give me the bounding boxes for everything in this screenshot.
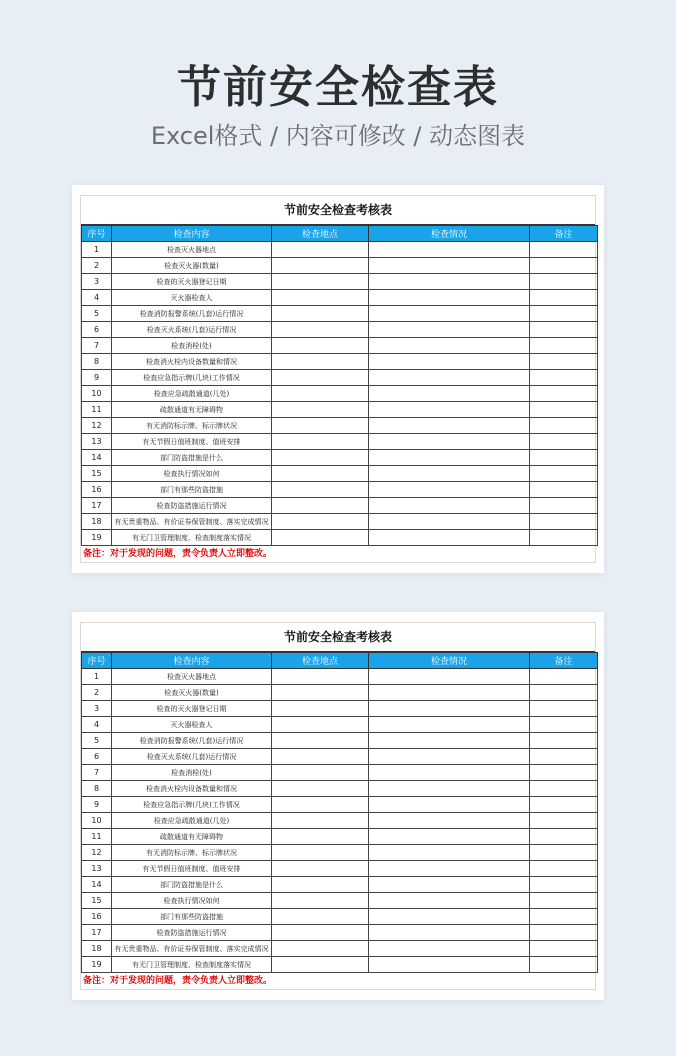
row-index-cell[interactable]: 4 bbox=[82, 717, 112, 733]
check-status-cell[interactable] bbox=[369, 530, 530, 546]
page-subtitle: Excel格式 / 内容可修改 / 动态图表 bbox=[150, 122, 526, 150]
check-content-cell[interactable]: 疏散通道有无障碍物 bbox=[112, 829, 272, 845]
check-location-cell[interactable] bbox=[272, 242, 369, 258]
remark-cell[interactable] bbox=[530, 322, 598, 338]
check-location-cell[interactable] bbox=[272, 434, 369, 450]
check-location-cell[interactable] bbox=[272, 925, 369, 941]
check-location-cell[interactable] bbox=[272, 482, 369, 498]
check-location-cell[interactable] bbox=[272, 402, 369, 418]
check-content-cell[interactable]: 部门防盗措施是什么 bbox=[112, 877, 272, 893]
sheet-frame bbox=[80, 195, 596, 563]
page-title: 节前安全检查表 bbox=[177, 62, 499, 113]
row-index-cell[interactable]: 14 bbox=[82, 450, 112, 466]
check-location-cell[interactable] bbox=[272, 354, 369, 370]
row-index-cell[interactable]: 16 bbox=[82, 482, 112, 498]
row-index-cell[interactable]: 19 bbox=[82, 957, 112, 973]
check-status-cell[interactable] bbox=[369, 466, 530, 482]
check-content-cell[interactable]: 有无节假日值班制度、值班安排 bbox=[112, 434, 272, 450]
remark-cell[interactable] bbox=[530, 274, 598, 290]
check-location-cell[interactable] bbox=[272, 765, 369, 781]
check-location-cell[interactable] bbox=[272, 893, 369, 909]
check-content-cell[interactable]: 检查应急指示牌(几块)工作情况 bbox=[112, 370, 272, 386]
check-content-cell[interactable]: 灭火器检查人 bbox=[112, 290, 272, 306]
row-index-cell[interactable]: 2 bbox=[82, 685, 112, 701]
check-content-cell[interactable]: 检查的灭火器登记日期 bbox=[112, 701, 272, 717]
table-row bbox=[82, 530, 598, 546]
check-content-cell[interactable]: 有无消防标示牌、标示牌状况 bbox=[112, 418, 272, 434]
check-content-cell[interactable]: 疏散通道有无障碍物 bbox=[112, 402, 272, 418]
row-index-cell[interactable]: 8 bbox=[82, 354, 112, 370]
row-index-cell[interactable]: 15 bbox=[82, 893, 112, 909]
check-status-cell[interactable] bbox=[369, 386, 530, 402]
table-row bbox=[82, 733, 598, 749]
column-header: 检查内容 bbox=[112, 653, 272, 669]
check-content-cell[interactable]: 检查消火栓内设备数量和情况 bbox=[112, 354, 272, 370]
check-status-cell[interactable] bbox=[369, 685, 530, 701]
remark-cell[interactable] bbox=[530, 482, 598, 498]
check-status-cell[interactable] bbox=[369, 845, 530, 861]
table-row bbox=[82, 717, 598, 733]
row-index-cell[interactable]: 12 bbox=[82, 845, 112, 861]
remark-cell[interactable] bbox=[530, 765, 598, 781]
remark-cell[interactable] bbox=[530, 514, 598, 530]
check-status-cell[interactable] bbox=[369, 370, 530, 386]
check-location-cell[interactable] bbox=[272, 290, 369, 306]
row-index-cell[interactable]: 7 bbox=[82, 338, 112, 354]
row-index-cell[interactable]: 2 bbox=[82, 258, 112, 274]
check-location-cell[interactable] bbox=[272, 941, 369, 957]
remark-cell[interactable] bbox=[530, 370, 598, 386]
check-status-cell[interactable] bbox=[369, 242, 530, 258]
row-index-cell[interactable]: 1 bbox=[82, 669, 112, 685]
row-index-cell[interactable]: 17 bbox=[82, 498, 112, 514]
remark-cell[interactable] bbox=[530, 877, 598, 893]
column-header: 检查情况 bbox=[369, 226, 530, 242]
check-location-cell[interactable] bbox=[272, 322, 369, 338]
check-content-cell[interactable]: 有无节假日值班制度、值班安排 bbox=[112, 861, 272, 877]
remark-cell[interactable] bbox=[530, 338, 598, 354]
check-location-cell[interactable] bbox=[272, 530, 369, 546]
table-row bbox=[82, 813, 598, 829]
check-status-cell[interactable] bbox=[369, 877, 530, 893]
check-location-cell[interactable] bbox=[272, 797, 369, 813]
check-location-cell[interactable] bbox=[272, 909, 369, 925]
check-content-cell[interactable]: 有无贵重物品、有价证券保管制度、落实完成情况 bbox=[112, 514, 272, 530]
check-content-cell[interactable]: 检查防盗措施运行情况 bbox=[112, 925, 272, 941]
check-content-cell[interactable]: 检查灭火器(数量) bbox=[112, 685, 272, 701]
column-header: 序号 bbox=[82, 653, 112, 669]
remark-cell[interactable] bbox=[530, 530, 598, 546]
check-status-cell[interactable] bbox=[369, 290, 530, 306]
remark-cell[interactable] bbox=[530, 290, 598, 306]
remark-cell[interactable] bbox=[530, 418, 598, 434]
table-row bbox=[82, 957, 598, 973]
table-row bbox=[82, 338, 598, 354]
check-content-cell[interactable]: 检查应急疏散通道(几处) bbox=[112, 813, 272, 829]
check-content-cell[interactable]: 部门有那些防盗措施 bbox=[112, 909, 272, 925]
check-content-cell[interactable]: 检查消栓(处) bbox=[112, 338, 272, 354]
column-header: 备注 bbox=[530, 226, 598, 242]
table-row bbox=[82, 845, 598, 861]
check-table bbox=[81, 225, 598, 546]
row-index-cell[interactable]: 7 bbox=[82, 765, 112, 781]
remark-cell[interactable] bbox=[530, 909, 598, 925]
remark-note: 备注：对于发现的问题，责令负责人立即整改。 bbox=[83, 549, 273, 559]
table-row bbox=[82, 258, 598, 274]
table-row bbox=[82, 450, 598, 466]
check-content-cell[interactable]: 有无消防标示牌、标示牌状况 bbox=[112, 845, 272, 861]
check-location-cell[interactable] bbox=[272, 685, 369, 701]
remark-cell[interactable] bbox=[530, 258, 598, 274]
row-index-cell[interactable]: 19 bbox=[82, 530, 112, 546]
check-content-cell[interactable]: 检查灭火系统(几套)运行情况 bbox=[112, 322, 272, 338]
check-location-cell[interactable] bbox=[272, 418, 369, 434]
check-status-cell[interactable] bbox=[369, 957, 530, 973]
check-content-cell[interactable]: 有无门卫管理制度、检查制度落实情况 bbox=[112, 957, 272, 973]
remark-cell[interactable] bbox=[530, 845, 598, 861]
row-index-cell[interactable]: 5 bbox=[82, 733, 112, 749]
row-index-cell[interactable]: 18 bbox=[82, 514, 112, 530]
check-location-cell[interactable] bbox=[272, 274, 369, 290]
check-content-cell[interactable]: 检查执行情况如何 bbox=[112, 466, 272, 482]
table-row bbox=[82, 685, 598, 701]
row-index-cell[interactable]: 9 bbox=[82, 370, 112, 386]
remark-cell[interactable] bbox=[530, 941, 598, 957]
row-index-cell[interactable]: 17 bbox=[82, 925, 112, 941]
sheet-title: 节前安全检查考核表 bbox=[81, 623, 595, 652]
table-row bbox=[82, 829, 598, 845]
row-index-cell[interactable]: 10 bbox=[82, 813, 112, 829]
table-row bbox=[82, 322, 598, 338]
check-status-cell[interactable] bbox=[369, 354, 530, 370]
table-row bbox=[82, 765, 598, 781]
check-location-cell[interactable] bbox=[272, 258, 369, 274]
row-index-cell[interactable]: 10 bbox=[82, 386, 112, 402]
check-status-cell[interactable] bbox=[369, 861, 530, 877]
check-location-cell[interactable] bbox=[272, 733, 369, 749]
check-status-cell[interactable] bbox=[369, 941, 530, 957]
column-header: 检查情况 bbox=[369, 653, 530, 669]
sheet-card-1 bbox=[72, 185, 604, 573]
check-location-cell[interactable] bbox=[272, 370, 369, 386]
remark-cell[interactable] bbox=[530, 957, 598, 973]
check-location-cell[interactable] bbox=[272, 957, 369, 973]
table-row bbox=[82, 290, 598, 306]
table-row bbox=[82, 797, 598, 813]
row-index-cell[interactable]: 6 bbox=[82, 322, 112, 338]
table-row bbox=[82, 274, 598, 290]
check-status-cell[interactable] bbox=[369, 450, 530, 466]
table-row bbox=[82, 941, 598, 957]
check-status-cell[interactable] bbox=[369, 258, 530, 274]
remark-note: 备注：对于发现的问题，责令负责人立即整改。 bbox=[83, 976, 273, 986]
sheet-title: 节前安全检查考核表 bbox=[81, 196, 595, 225]
table-row bbox=[82, 482, 598, 498]
remark-cell[interactable] bbox=[530, 450, 598, 466]
check-content-cell[interactable]: 部门有那些防盗措施 bbox=[112, 482, 272, 498]
check-content-cell[interactable]: 有无门卫管理制度、检查制度落实情况 bbox=[112, 530, 272, 546]
table-row bbox=[82, 909, 598, 925]
check-location-cell[interactable] bbox=[272, 498, 369, 514]
remark-cell[interactable] bbox=[530, 813, 598, 829]
remark-cell[interactable] bbox=[530, 717, 598, 733]
check-location-cell[interactable] bbox=[272, 749, 369, 765]
check-location-cell[interactable] bbox=[272, 813, 369, 829]
row-index-cell[interactable]: 18 bbox=[82, 941, 112, 957]
check-status-cell[interactable] bbox=[369, 781, 530, 797]
column-header: 序号 bbox=[82, 226, 112, 242]
check-location-cell[interactable] bbox=[272, 669, 369, 685]
remark-cell[interactable] bbox=[530, 386, 598, 402]
remark-cell[interactable] bbox=[530, 466, 598, 482]
check-content-cell[interactable]: 部门防盗措施是什么 bbox=[112, 450, 272, 466]
row-index-cell[interactable]: 15 bbox=[82, 466, 112, 482]
check-content-cell[interactable]: 检查消栓(处) bbox=[112, 765, 272, 781]
check-content-cell[interactable]: 检查灭火系统(几套)运行情况 bbox=[112, 749, 272, 765]
row-index-cell[interactable]: 9 bbox=[82, 797, 112, 813]
table-row bbox=[82, 701, 598, 717]
check-status-cell[interactable] bbox=[369, 765, 530, 781]
check-content-cell[interactable]: 检查防盗措施运行情况 bbox=[112, 498, 272, 514]
remark-cell[interactable] bbox=[530, 829, 598, 845]
remark-cell[interactable] bbox=[530, 242, 598, 258]
check-status-cell[interactable] bbox=[369, 669, 530, 685]
row-index-cell[interactable]: 6 bbox=[82, 749, 112, 765]
remark-cell[interactable] bbox=[530, 306, 598, 322]
check-content-cell[interactable]: 检查执行情况如何 bbox=[112, 893, 272, 909]
check-location-cell[interactable] bbox=[272, 781, 369, 797]
table-row bbox=[82, 354, 598, 370]
check-status-cell[interactable] bbox=[369, 434, 530, 450]
row-index-cell[interactable]: 13 bbox=[82, 434, 112, 450]
table-body bbox=[82, 242, 598, 546]
table-row bbox=[82, 242, 598, 258]
remark-cell[interactable] bbox=[530, 861, 598, 877]
table-row bbox=[82, 306, 598, 322]
check-status-cell[interactable] bbox=[369, 274, 530, 290]
table-row bbox=[82, 669, 598, 685]
check-location-cell[interactable] bbox=[272, 466, 369, 482]
check-content-cell[interactable]: 检查灭火器地点 bbox=[112, 669, 272, 685]
check-content-cell[interactable]: 检查的灭火器登记日期 bbox=[112, 274, 272, 290]
remark-cell[interactable] bbox=[530, 354, 598, 370]
row-index-cell[interactable]: 5 bbox=[82, 306, 112, 322]
row-index-cell[interactable]: 12 bbox=[82, 418, 112, 434]
check-status-cell[interactable] bbox=[369, 514, 530, 530]
check-content-cell[interactable]: 检查灭火器(数量) bbox=[112, 258, 272, 274]
row-index-cell[interactable]: 11 bbox=[82, 402, 112, 418]
check-status-cell[interactable] bbox=[369, 909, 530, 925]
table-row bbox=[82, 893, 598, 909]
row-index-cell[interactable]: 1 bbox=[82, 242, 112, 258]
check-location-cell[interactable] bbox=[272, 829, 369, 845]
row-index-cell[interactable]: 14 bbox=[82, 877, 112, 893]
table-body bbox=[82, 669, 598, 973]
remark-cell[interactable] bbox=[530, 925, 598, 941]
check-location-cell[interactable] bbox=[272, 306, 369, 322]
remark-cell[interactable] bbox=[530, 434, 598, 450]
table-row bbox=[82, 861, 598, 877]
check-status-cell[interactable] bbox=[369, 813, 530, 829]
table-row bbox=[82, 877, 598, 893]
row-index-cell[interactable]: 3 bbox=[82, 701, 112, 717]
table-header-row bbox=[82, 226, 598, 242]
column-header: 检查内容 bbox=[112, 226, 272, 242]
table-row bbox=[82, 386, 598, 402]
check-content-cell[interactable]: 灭火器检查人 bbox=[112, 717, 272, 733]
check-content-cell[interactable]: 有无贵重物品、有价证券保管制度、落实完成情况 bbox=[112, 941, 272, 957]
row-index-cell[interactable]: 16 bbox=[82, 909, 112, 925]
check-status-cell[interactable] bbox=[369, 338, 530, 354]
table-header-row bbox=[82, 653, 598, 669]
check-status-cell[interactable] bbox=[369, 733, 530, 749]
table-row bbox=[82, 514, 598, 530]
check-location-cell[interactable] bbox=[272, 338, 369, 354]
sheet-card-2 bbox=[72, 612, 604, 1000]
row-index-cell[interactable]: 3 bbox=[82, 274, 112, 290]
row-index-cell[interactable]: 4 bbox=[82, 290, 112, 306]
check-location-cell[interactable] bbox=[272, 450, 369, 466]
remark-cell[interactable] bbox=[530, 685, 598, 701]
column-header: 备注 bbox=[530, 653, 598, 669]
check-status-cell[interactable] bbox=[369, 797, 530, 813]
remark-cell[interactable] bbox=[530, 797, 598, 813]
remark-cell[interactable] bbox=[530, 669, 598, 685]
check-content-cell[interactable]: 检查消火栓内设备数量和情况 bbox=[112, 781, 272, 797]
table-row bbox=[82, 370, 598, 386]
check-status-cell[interactable] bbox=[369, 322, 530, 338]
sheet-frame bbox=[80, 622, 596, 990]
table-row bbox=[82, 749, 598, 765]
check-content-cell[interactable]: 检查灭火器地点 bbox=[112, 242, 272, 258]
row-index-cell[interactable]: 13 bbox=[82, 861, 112, 877]
row-index-cell[interactable]: 8 bbox=[82, 781, 112, 797]
check-status-cell[interactable] bbox=[369, 701, 530, 717]
column-header: 检查地点 bbox=[272, 226, 369, 242]
column-header: 检查地点 bbox=[272, 653, 369, 669]
table-row bbox=[82, 781, 598, 797]
check-location-cell[interactable] bbox=[272, 701, 369, 717]
check-location-cell[interactable] bbox=[272, 861, 369, 877]
check-status-cell[interactable] bbox=[369, 482, 530, 498]
check-table bbox=[81, 652, 598, 973]
remark-cell[interactable] bbox=[530, 749, 598, 765]
check-location-cell[interactable] bbox=[272, 845, 369, 861]
check-status-cell[interactable] bbox=[369, 498, 530, 514]
check-location-cell[interactable] bbox=[272, 877, 369, 893]
check-status-cell[interactable] bbox=[369, 829, 530, 845]
row-index-cell[interactable]: 11 bbox=[82, 829, 112, 845]
check-status-cell[interactable] bbox=[369, 306, 530, 322]
remark-cell[interactable] bbox=[530, 893, 598, 909]
remark-cell[interactable] bbox=[530, 402, 598, 418]
check-content-cell[interactable]: 检查消防报警系统(几套)运行情况 bbox=[112, 733, 272, 749]
table-row bbox=[82, 402, 598, 418]
check-content-cell[interactable]: 检查应急疏散通道(几处) bbox=[112, 386, 272, 402]
check-location-cell[interactable] bbox=[272, 386, 369, 402]
check-content-cell[interactable]: 检查应急指示牌(几块)工作情况 bbox=[112, 797, 272, 813]
check-status-cell[interactable] bbox=[369, 749, 530, 765]
check-status-cell[interactable] bbox=[369, 418, 530, 434]
table-row bbox=[82, 925, 598, 941]
check-status-cell[interactable] bbox=[369, 925, 530, 941]
check-status-cell[interactable] bbox=[369, 893, 530, 909]
check-location-cell[interactable] bbox=[272, 717, 369, 733]
check-status-cell[interactable] bbox=[369, 402, 530, 418]
check-location-cell[interactable] bbox=[272, 514, 369, 530]
table-row bbox=[82, 466, 598, 482]
remark-cell[interactable] bbox=[530, 781, 598, 797]
table-row bbox=[82, 418, 598, 434]
remark-cell[interactable] bbox=[530, 701, 598, 717]
table-row bbox=[82, 498, 598, 514]
check-status-cell[interactable] bbox=[369, 717, 530, 733]
check-content-cell[interactable]: 检查消防报警系统(几套)运行情况 bbox=[112, 306, 272, 322]
remark-cell[interactable] bbox=[530, 498, 598, 514]
table-row bbox=[82, 434, 598, 450]
remark-cell[interactable] bbox=[530, 733, 598, 749]
